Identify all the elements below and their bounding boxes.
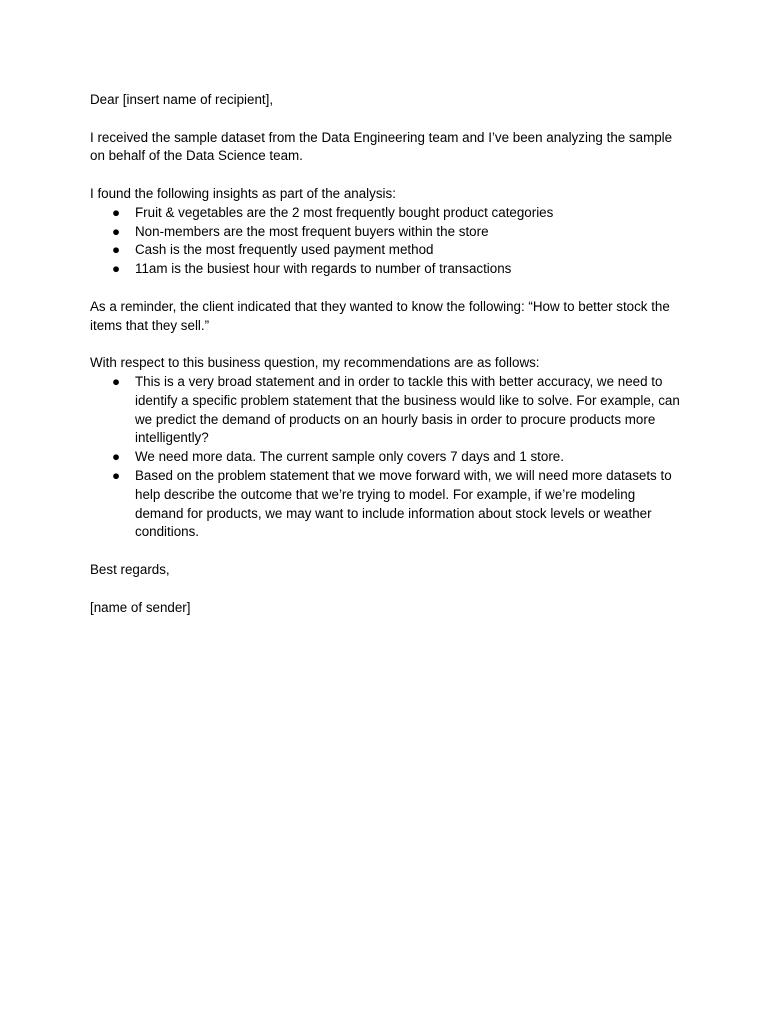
list-item	[90, 223, 680, 242]
insights-list	[90, 204, 680, 279]
list-item-text: Cash is the most frequently used payment method	[135, 242, 434, 258]
recommendations-lead: With respect to this business question, my recommendations are as follows:	[90, 355, 540, 371]
list-item	[90, 260, 680, 279]
recommendations-list	[90, 373, 680, 542]
salutation: Dear [insert name of recipient],	[90, 92, 274, 107]
list-item	[90, 204, 680, 223]
list-item-text: 11am is the busiest hour with regards to number of transactions	[135, 261, 512, 277]
list-item-text: Non-members are the most frequent buyers within the store	[135, 223, 489, 239]
bullet-icon: ●	[112, 373, 121, 389]
list-item-text: Fruit & vegetables are the 2 most frequently bought product categories	[135, 204, 554, 220]
list-item	[90, 241, 680, 260]
bullet-icon: ●	[112, 261, 121, 277]
list-item-text: We need more data. The current sample only covers 7 days and 1 store.	[135, 449, 564, 465]
list-item	[90, 448, 680, 467]
letter-document	[90, 91, 680, 636]
bullet-icon: ●	[112, 242, 121, 258]
list-item-text: This is a very broad statement and in order to tackle this with better accuracy, we need to identify a specific problem statement that the business would like to solve. For example, can we predict the demand of products on an hourly basis in order to procure products more intelligently?	[135, 373, 680, 446]
list-item	[90, 373, 680, 448]
bullet-icon: ●	[112, 449, 121, 465]
list-item	[90, 467, 680, 542]
reminder-paragraph: As a reminder, the client indicated that they wanted to know the following: “How to better stock the items that they sell.”	[90, 298, 670, 333]
bullet-icon: ●	[112, 223, 121, 239]
bullet-icon: ●	[112, 467, 121, 483]
bullet-icon: ●	[112, 204, 121, 220]
intro-paragraph: I received the sample dataset from the Data Engineering team and I’ve been analyzing the sample on behalf of the Data Science team.	[90, 129, 673, 164]
closing: Best regards,	[90, 561, 170, 577]
list-item-text: Based on the problem statement that we move forward with, we will need more datasets to help describe the outcome that we’re trying to model. For example, if we’re modeling demand for products, we may want to include information about stock levels or weather conditions.	[135, 467, 672, 540]
insights-lead: I found the following insights as part of the analysis:	[90, 185, 396, 201]
signature: [name of sender]	[90, 599, 191, 615]
